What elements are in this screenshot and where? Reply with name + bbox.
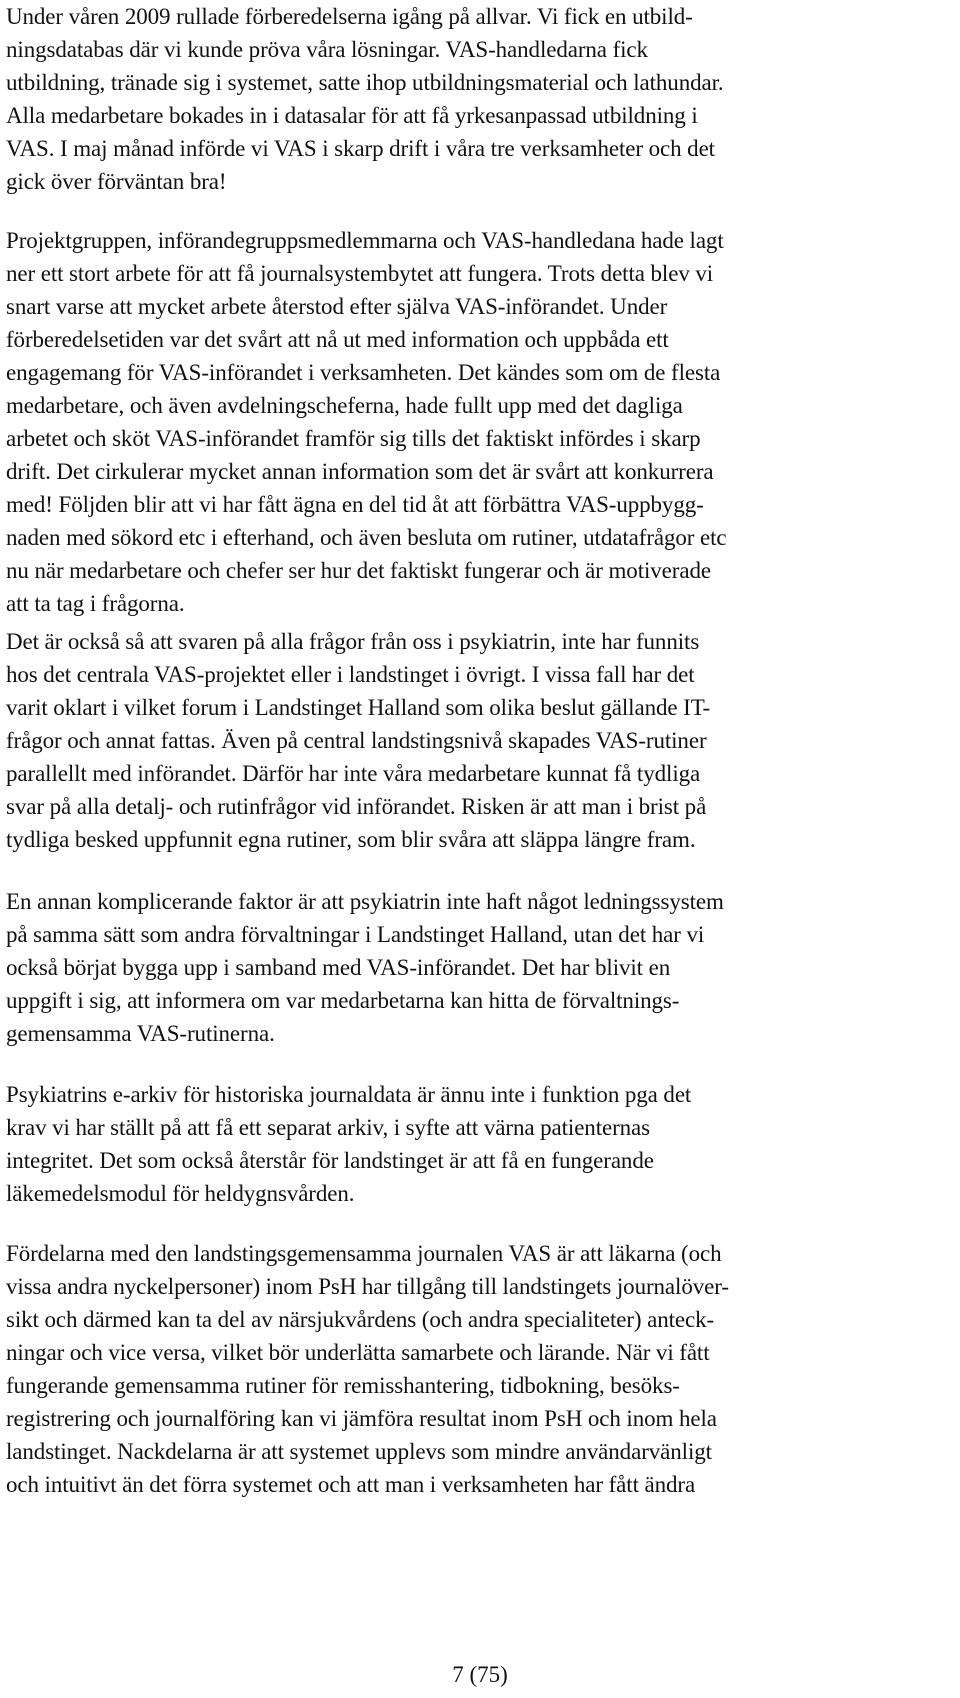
text-line: ningar och vice versa, vilket bör underlätta samarbete och lärande. När vi fått [6,1340,710,1365]
text-line: också börjat bygga upp i samband med VAS-införandet. Det har blivit en [6,955,671,980]
paragraph-1 [6,0,954,198]
text-line: uppgift i sig, att informera om var medarbetarna kan hitta de förvaltnings- [6,988,680,1013]
text-line: naden med sökord etc i efterhand, och även besluta om rutiner, utdatafrågor etc [6,525,727,550]
text-line: vissa andra nyckelpersoner) inom PsH har tillgång till landstingets journalöver- [6,1274,729,1299]
text-line: Fördelarna med den landstingsgemensamma journalen VAS är att läkarna (och [6,1241,722,1266]
paragraph-4 [6,885,954,1050]
text-line: varit oklart i vilket forum i Landstinget Halland som olika beslut gällande IT- [6,695,711,720]
text-line: gemensamma VAS-rutinerna. [6,1021,275,1046]
text-line: med! Följden blir att vi har fått ägna en del tid åt att förbättra VAS-uppbygg- [6,492,704,517]
paragraph-2 [6,224,954,620]
text-line: frågor och annat fattas. Även på central landstingsnivå skapades VAS-rutiner [6,728,707,753]
text-line: fungerande gemensamma rutiner för remisshantering, tidbokning, besöks- [6,1373,680,1398]
text-line: utbildning, tränade sig i systemet, satte ihop utbildningsmaterial och lathundar. [6,70,724,95]
text-line: Under våren 2009 rullade förberedelserna igång på allvar. Vi fick en utbild- [6,4,693,29]
paragraph-3 [6,625,954,856]
text-line: läkemedelsmodul för heldygnsvården. [6,1181,355,1206]
text-line: ner ett stort arbete för att få journalsystembytet att fungera. Trots detta blev vi [6,261,714,286]
text-line: på samma sätt som andra förvaltningar i Landstinget Halland, utan det har vi [6,922,705,947]
text-line: Det är också så att svaren på alla frågor från oss i psykiatrin, inte har funnits [6,629,700,654]
text-line: arbetet och sköt VAS-införandet framför sig tills det faktiskt infördes i skarp [6,426,701,451]
text-line: tydliga besked uppfunnit egna rutiner, som blir svåra att släppa längre fram. [6,827,696,852]
text-line: sikt och därmed kan ta del av närsjukvårdens (och andra specialiteter) anteck- [6,1307,715,1332]
text-line: ningsdatabas där vi kunde pröva våra lösningar. VAS-handledarna fick [6,37,648,62]
text-line: nu när medarbetare och chefer ser hur det faktiskt fungerar och är motiverade [6,558,711,583]
text-line: krav vi har ställt på att få ett separat arkiv, i syfte att värna patienternas [6,1115,651,1140]
text-line: parallellt med införandet. Därför har inte våra medarbetare kunnat få tydliga [6,761,701,786]
text-line: drift. Det cirkulerar mycket annan information som det är svårt att konkurrera [6,459,714,484]
text-line: engagemang för VAS-införandet i verksamheten. Det kändes som om de flesta [6,360,721,385]
text-line: svar på alla detalj- och rutinfrågor vid införandet. Risken är att man i brist på [6,794,707,819]
text-line: Psykiatrins e-arkiv för historiska journaldata är ännu inte i funktion pga det [6,1082,692,1107]
text-line: hos det centrala VAS-projektet eller i landstinget i övrigt. I vissa fall har det [6,662,695,687]
text-line: förberedelsetiden var det svårt att nå ut med information och uppbåda ett [6,327,669,352]
text-line: Projektgruppen, införandegruppsmedlemmarna och VAS-handledana hade lagt [6,228,724,253]
text-line: gick över förväntan bra! [6,169,227,194]
text-line: medarbetare, och även avdelningscheferna, hade fullt upp med det dagliga [6,393,683,418]
text-line: landstinget. Nackdelarna är att systemet upplevs som mindre användarvänligt [6,1439,712,1464]
paragraph-6 [6,1237,954,1501]
text-line: En annan komplicerande faktor är att psykiatrin inte haft något ledningssystem [6,889,724,914]
text-line: Alla medarbetare bokades in i datasalar för att få yrkesanpassad utbildning i [6,103,698,128]
page-number: 7 (75) [452,1662,508,1687]
text-line: registrering och journalföring kan vi jämföra resultat inom PsH och inom hela [6,1406,717,1431]
text-line: integritet. Det som också återstår för landstinget är att få en fungerande [6,1148,654,1173]
text-line: VAS. I maj månad införde vi VAS i skarp drift i våra tre verksamheter och det [6,136,715,161]
text-line: att ta tag i frågorna. [6,591,185,616]
text-line: och intuitivt än det förra systemet och att man i verksamheten har fått ändra [6,1472,696,1497]
text-line: snart varse att mycket arbete återstod efter själva VAS-införandet. Under [6,294,668,319]
paragraph-5 [6,1078,954,1210]
